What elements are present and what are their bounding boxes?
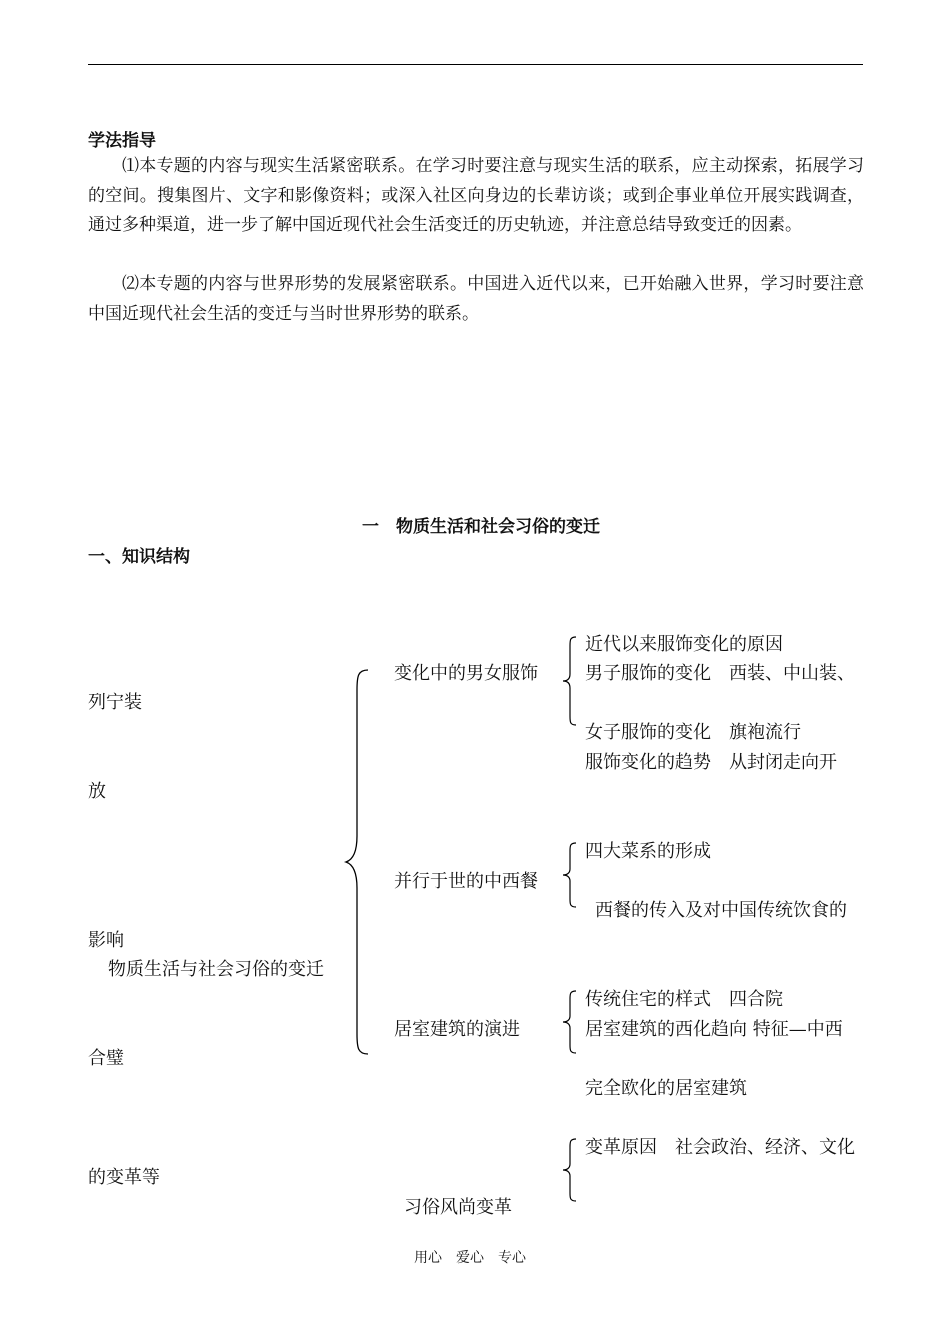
- wrapped-fragment: 影响: [88, 930, 124, 951]
- customs-item: 变革原因 社会政治、经济、文化: [585, 1137, 855, 1158]
- branch-label-housing: 居室建筑的演进: [394, 1019, 520, 1040]
- main-brace: [344, 668, 374, 1056]
- page-footer: 用心 爱心 专心: [414, 1250, 526, 1266]
- clothing-item: 近代以来服饰变化的原因: [585, 634, 783, 655]
- housing-brace: [560, 990, 580, 1054]
- clothing-brace: [560, 636, 580, 726]
- clothing-item: 女子服饰的变化 旗袍流行: [585, 722, 801, 743]
- clothing-item: 男子服饰的变化 西装、中山装、: [585, 663, 855, 684]
- wrapped-fragment: 合璧: [88, 1048, 124, 1069]
- housing-item: 居室建筑的西化趋向 特征—中西: [585, 1019, 843, 1040]
- diagram-root: 物质生活与社会习俗的变迁: [108, 959, 324, 980]
- branch-label-clothing: 变化中的男女服饰: [394, 663, 538, 684]
- branch-label-customs: 习俗风尚变革: [404, 1197, 512, 1218]
- housing-item: 传统住宅的样式 四合院: [585, 989, 783, 1010]
- study-guide-paragraph-2: ⑵本专题的内容与世界形势的发展紧密联系。中国进入近代以来，已开始融入世界，学习时要注意中国近现代社会生活的变迁与当时世界形势的联系。: [88, 274, 864, 324]
- food-item: 西餐的传入及对中国传统饮食的: [595, 900, 847, 921]
- branch-label-food: 并行于世的中西餐: [394, 871, 538, 892]
- study-guide-paragraph-1: ⑴本专题的内容与现实生活紧密联系。在学习时要注意与现实生活的联系，应主动探索，拓展学习的空间。搜集图片、文字和影像资料；或深入社区向身边的长辈访谈；或到企事业单位开展实践调查，通过多种渠道，进一步了解中国近现代社会生活变迁的历史轨迹，并注意总结导致变迁的因素。: [88, 156, 864, 235]
- housing-item: 完全欧化的居室建筑: [585, 1078, 747, 1099]
- wrapped-fragment: 放: [88, 781, 106, 802]
- section-title: 一 物质生活和社会习俗的变迁: [362, 517, 600, 537]
- study-guide-heading: 学法指导: [88, 131, 156, 151]
- header-rule: [88, 64, 863, 65]
- food-item: 四大菜系的形成: [585, 841, 711, 862]
- food-brace: [560, 842, 580, 908]
- customs-brace: [560, 1138, 580, 1202]
- wrapped-fragment: 列宁装: [88, 692, 142, 713]
- clothing-item: 服饰变化的趋势 从封闭走向开: [585, 752, 837, 773]
- wrapped-fragment: 的变革等: [88, 1167, 160, 1188]
- section-subheading: 一、知识结构: [88, 547, 190, 567]
